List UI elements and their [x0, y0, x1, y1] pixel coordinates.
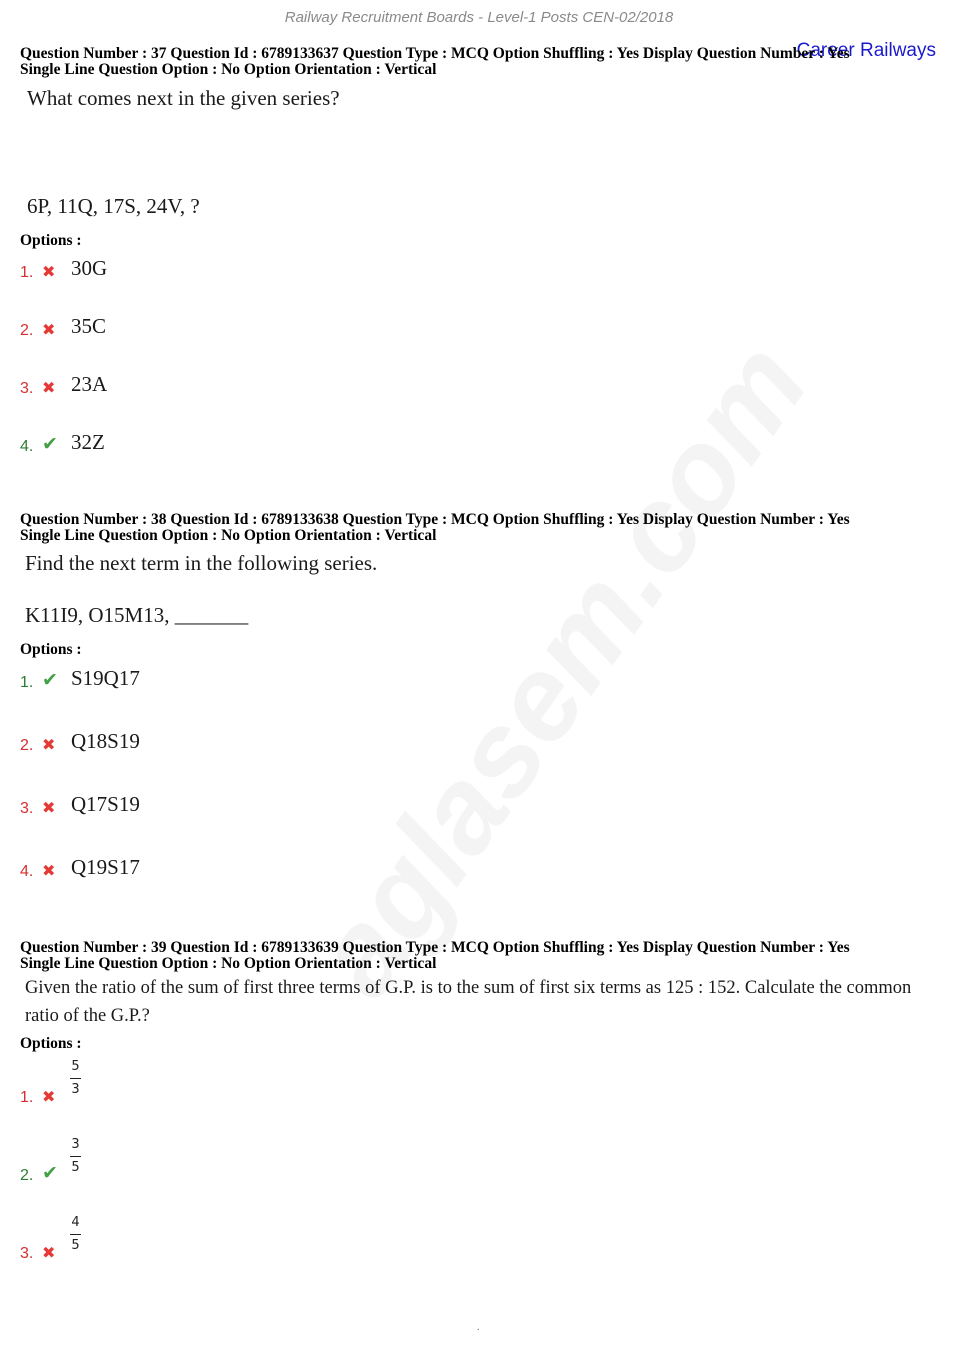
meta-line-1: Question Number : 38 Question Id : 6789133638 Question Type : MCQ Option Shuffling : Yes Display Question Number : Yes	[20, 511, 850, 528]
option-number: 4.	[20, 438, 34, 455]
question-series: 6P, 11Q, 17S, 24V, ?	[27, 194, 200, 218]
question-text: Given the ratio of the sum of first three terms of G.P. is to the sum of first six terms as 125 : 152. Calculate the common ratio of the G.P.?	[25, 978, 912, 1026]
cross-icon: ✖	[42, 737, 56, 754]
options-label: Options :	[20, 1035, 82, 1052]
cross-icon: ✖	[42, 1089, 56, 1106]
meta-line-2: Single Line Question Option : No Option Orientation : Vertical	[20, 527, 437, 544]
option-number: 3.	[20, 1245, 34, 1262]
fraction	[70, 1059, 81, 1097]
option-text: Q18S19	[71, 729, 140, 753]
option-text: Q17S19	[71, 792, 140, 816]
option-number: 3.	[20, 380, 34, 397]
page-header-title: Railway Recruitment Boards - Level-1 Posts CEN-02/2018	[284, 9, 674, 26]
fraction	[70, 1137, 81, 1175]
fraction-bar	[70, 1078, 81, 1079]
meta-line-1: Question Number : 37 Question Id : 6789133637 Question Type : MCQ Option Shuffling : Yes Display Question Number : Yes	[20, 45, 850, 62]
question-series: K11I9, O15M13, _______	[25, 603, 249, 627]
option-text: Q19S17	[71, 855, 140, 879]
option-number: 1.	[20, 264, 34, 281]
cross-icon: ✖	[42, 380, 56, 397]
fraction-denominator: 5	[71, 1160, 80, 1175]
fraction-bar	[70, 1156, 81, 1157]
cross-icon: ✖	[42, 322, 56, 339]
fraction-bar	[70, 1234, 81, 1235]
question-meta	[20, 940, 850, 972]
option-number: 2.	[20, 737, 34, 754]
meta-line-2: Single Line Question Option : No Option Orientation : Vertical	[20, 61, 437, 78]
options-label: Options :	[20, 232, 82, 249]
options-label: Options :	[20, 641, 82, 658]
fraction-numerator: 3	[71, 1137, 80, 1152]
fraction-denominator: 3	[71, 1082, 80, 1097]
question-meta	[20, 46, 850, 78]
fraction-numerator: 5	[71, 1059, 80, 1074]
page-footer-dot: .	[477, 1322, 480, 1333]
question-text: What comes next in the given series?	[27, 86, 340, 110]
option-number: 1.	[20, 674, 34, 691]
cross-icon: ✖	[42, 863, 56, 880]
question-meta	[20, 512, 850, 544]
option-number: 2.	[20, 1167, 34, 1184]
fraction	[70, 1215, 81, 1253]
option-text: 30G	[71, 256, 108, 280]
watermark	[286, 318, 835, 1020]
check-icon: ✔	[42, 434, 58, 455]
meta-line-2: Single Line Question Option : No Option Orientation : Vertical	[20, 955, 437, 972]
cross-icon: ✖	[42, 264, 56, 281]
option-text: 32Z	[71, 430, 105, 454]
option-number: 2.	[20, 322, 34, 339]
fraction-numerator: 4	[71, 1215, 80, 1230]
option-number: 4.	[20, 863, 34, 880]
option-number: 3.	[20, 800, 34, 817]
question-text: Find the next term in the following series.	[25, 551, 378, 575]
brand-link[interactable]: Career Railways	[796, 40, 936, 61]
meta-line-1: Question Number : 39 Question Id : 6789133639 Question Type : MCQ Option Shuffling : Yes Display Question Number : Yes	[20, 939, 850, 956]
check-icon: ✔	[42, 670, 58, 691]
option-text: 35C	[71, 314, 107, 338]
fraction-denominator: 5	[71, 1238, 80, 1253]
option-text: S19Q17	[71, 666, 140, 690]
cross-icon: ✖	[42, 1245, 56, 1262]
cross-icon: ✖	[42, 800, 56, 817]
option-text: 23A	[71, 372, 108, 396]
option-number: 1.	[20, 1089, 34, 1106]
check-icon: ✔	[42, 1163, 58, 1184]
